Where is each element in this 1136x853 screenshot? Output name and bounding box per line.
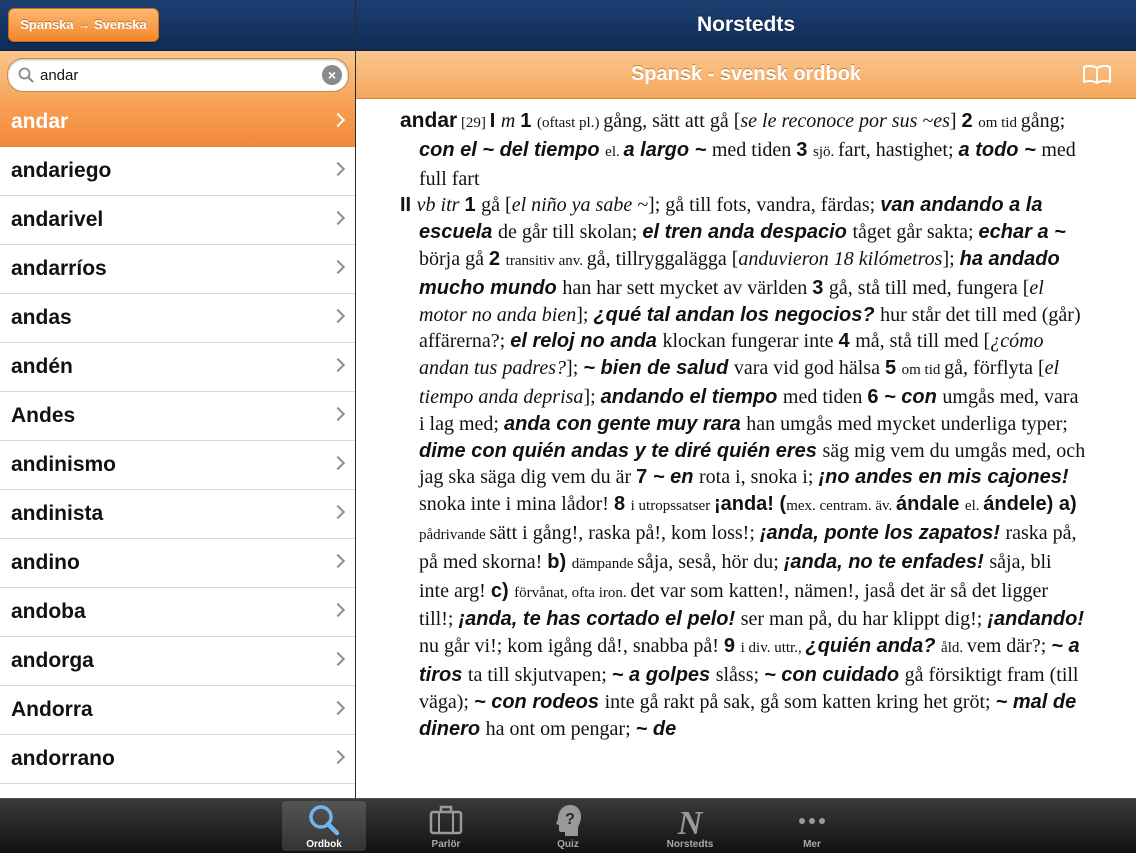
usage-label: mex. centram. äv.: [786, 498, 896, 515]
word-label: andino: [11, 551, 80, 574]
sense-marker: II: [400, 194, 417, 217]
sense-marker: 5: [884, 357, 902, 380]
usage-label: i div. uttr.,: [740, 640, 806, 657]
word-list-item[interactable]: [0, 539, 355, 588]
word-label: andén: [11, 355, 73, 378]
italic-text: el motor no anda bien: [419, 276, 1044, 326]
tab-label: Ordbok: [306, 839, 342, 850]
translation-text: ];: [942, 247, 960, 270]
translation-text: sätt i gång!, raska på!, kom loss!;: [489, 521, 760, 544]
example-phrase: ¿quién anda?: [805, 635, 942, 658]
tab-norstedts[interactable]: [648, 801, 732, 851]
sense-marker: 1: [464, 194, 482, 217]
word-list-item[interactable]: [0, 637, 355, 686]
example-phrase: ~ a golpes: [611, 663, 716, 686]
translation-text: ];: [566, 357, 584, 380]
translation-text: vem där?;: [966, 635, 1052, 658]
chevron-right-icon: [331, 652, 345, 666]
word-label: andorrano: [11, 747, 115, 770]
svg-text:?: ?: [565, 811, 575, 828]
word-label: Andes: [11, 404, 76, 427]
suitcase-icon: [428, 803, 464, 837]
usage-label: (oftast pl.): [536, 115, 604, 131]
open-book-icon[interactable]: [1082, 64, 1112, 84]
sense-marker: 1: [520, 110, 537, 132]
word-label: andorga: [11, 649, 94, 672]
word-list-item[interactable]: [0, 343, 355, 392]
chevron-right-icon: [331, 211, 345, 225]
translation-text: umgås med, vara i lag med;: [419, 385, 1079, 435]
word-list-item[interactable]: [0, 735, 355, 784]
translation-text: han umgås med mycket underliga typer;: [746, 412, 1068, 435]
headword: andar: [400, 109, 458, 132]
word-label: Andorra: [11, 698, 93, 721]
usage-label: dämpande: [571, 555, 638, 572]
italic-text: vb itr: [416, 194, 465, 217]
tab-quiz[interactable]: [526, 801, 610, 851]
translation-text: raska på, på med skorna!: [419, 521, 1077, 573]
word-label: andarríos: [11, 257, 107, 280]
italic-text: m: [500, 110, 521, 132]
usage-label: el.: [605, 143, 624, 160]
word-label: andinismo: [11, 453, 117, 476]
sense-marker: ándale: [896, 493, 965, 516]
clear-search-icon[interactable]: ×: [322, 65, 342, 85]
example-phrase: van andando a la escuela: [419, 194, 1043, 244]
usage-label: el.: [964, 498, 984, 515]
example-phrase: con el ~ del tiempo: [419, 138, 606, 161]
usage-label: pådrivande: [419, 526, 490, 543]
usage-label: sjö.: [812, 143, 838, 160]
tab-parlor[interactable]: [404, 801, 488, 851]
example-phrase: ~ a tiros: [419, 635, 1080, 686]
usage-label: i utropssatser: [630, 498, 714, 515]
usage-label: om tid: [901, 362, 945, 379]
word-list-item[interactable]: [0, 392, 355, 441]
tab-mer[interactable]: [770, 801, 854, 851]
translation-text: gå försiktigt fram (till väga);: [419, 663, 1079, 713]
sense-marker: ándele) a): [983, 493, 1077, 516]
translation-text: fart, hastighet;: [838, 138, 959, 161]
example-phrase: a largo ~: [623, 138, 712, 161]
left-navigation-bar: [0, 0, 355, 51]
search-input[interactable]: [40, 59, 320, 91]
translation-text: gå, förflyta [: [944, 357, 1045, 380]
top-navigation-bar: [356, 0, 1136, 51]
translation-text: såja, bli inte arg!: [419, 550, 1052, 602]
sense-marker: 3: [796, 138, 813, 161]
example-phrase: ¡anda, ponte los zapatos!: [759, 521, 1006, 544]
translation-text: må, stå till med [: [855, 330, 991, 353]
translation-text: gå, tillryggalägga [: [586, 247, 739, 270]
translation-text: börja gå: [419, 247, 489, 270]
chevron-right-icon: [331, 260, 345, 274]
sense-marker: 6: [867, 385, 885, 408]
tab-ordbok[interactable]: [282, 801, 366, 851]
word-list-item[interactable]: [0, 490, 355, 539]
usage-label: om tid: [978, 115, 1021, 131]
search-bar: [0, 51, 355, 98]
translation-text: gång;: [1020, 110, 1066, 132]
chevron-right-icon: [331, 603, 345, 617]
app-title: Norstedts: [696, 13, 796, 36]
word-list-item[interactable]: [0, 98, 355, 147]
italic-text: anduvieron 18 kilómetros: [738, 247, 943, 270]
sense-marker: I: [489, 110, 501, 132]
example-phrase: el tren anda despacio: [642, 221, 853, 244]
translation-text: klockan fungerar inte: [662, 330, 839, 353]
translation-text: säg mig vem du umgås med, och jag ska säga dig vem du är: [419, 439, 1086, 489]
example-phrase: ~ con: [884, 385, 943, 408]
tab-bar: [0, 798, 1136, 853]
translation-text: han har sett mycket av världen: [562, 276, 813, 299]
sense-marker: c): [490, 579, 515, 602]
tab-label: Mer: [803, 839, 821, 850]
chevron-right-icon: [331, 113, 345, 127]
example-phrase: ~ con rodeos: [473, 690, 605, 713]
chevron-right-icon: [331, 554, 345, 568]
sense-marker: 2: [961, 110, 979, 132]
search-icon: [306, 803, 342, 837]
example-phrase: ~ mal de dinero: [419, 690, 1077, 740]
tab-label: Norstedts: [666, 839, 714, 850]
translation-text: ta till skjutvapen;: [467, 663, 612, 686]
translation-text: rota i, snoka i;: [699, 466, 819, 489]
norstedts-n-icon: [672, 803, 708, 837]
search-icon: [18, 67, 34, 83]
translation-text: gå [: [481, 194, 512, 217]
more-dots-icon: [794, 803, 830, 837]
chevron-right-icon: [331, 750, 345, 764]
example-phrase: ¡anda, no te enfades!: [783, 550, 990, 573]
example-phrase: andando el tiempo: [600, 385, 783, 408]
word-label: andinista: [11, 502, 104, 525]
sense-marker: 7: [636, 466, 653, 489]
example-phrase: ha andado mucho mundo: [419, 247, 1060, 299]
word-label: andar: [11, 110, 69, 133]
sense-marker: 2: [488, 247, 506, 270]
search-field[interactable]: [7, 58, 349, 92]
translation-text: slåss;: [715, 663, 765, 686]
example-phrase: el reloj no anda: [510, 330, 663, 353]
translation-text: det var som katten!, nämen!, jaså det är så det ligger till!;: [419, 579, 1049, 631]
translation-text: gång, sätt att gå [: [603, 110, 741, 132]
example-phrase: ¡andando!: [987, 608, 1085, 631]
word-list-item[interactable]: [0, 588, 355, 637]
chevron-right-icon: [331, 309, 345, 323]
chevron-right-icon: [331, 358, 345, 372]
language-direction-button[interactable]: Spanska → Svenska: [8, 8, 159, 42]
translation-text: ]; gå till fots, vandra, färdas;: [648, 194, 881, 217]
tab-label: Quiz: [557, 839, 579, 850]
sense-marker: b): [547, 550, 572, 573]
translation-text: ];: [583, 385, 601, 408]
translation-text: inte gå rakt på sak, gå som katten kring het gröt;: [604, 690, 996, 713]
example-phrase: echar a ~: [978, 221, 1066, 244]
sense-marker: 8: [613, 493, 631, 516]
word-list-item[interactable]: [0, 441, 355, 490]
usage-label: förvånat, ofta iron.: [514, 584, 631, 601]
chevron-right-icon: [331, 701, 345, 715]
usage-label: [29]: [457, 115, 490, 131]
italic-text: el niño ya sabe ~: [511, 194, 649, 217]
italic-text: el tiempo anda deprisa: [419, 357, 1060, 408]
word-label: andoba: [11, 600, 86, 623]
example-phrase: anda con gente muy rara: [503, 412, 747, 435]
word-list-item[interactable]: [0, 196, 355, 245]
entry-sense-verb: [400, 192, 1086, 742]
dictionary-title: Spansk - svensk ordbok: [630, 63, 862, 85]
translation-text: ]: [949, 110, 962, 132]
chevron-right-icon: [331, 505, 345, 519]
dictionary-entry: [356, 99, 1136, 798]
translation-text: med full fart: [419, 138, 1076, 190]
sense-marker: 3: [812, 276, 829, 299]
example-phrase: a todo ~: [958, 138, 1042, 161]
example-phrase: ¿qué tal andan los negocios?: [593, 303, 881, 326]
word-label: andarivel: [11, 208, 104, 231]
italic-text: se le reconoce por sus ~es: [740, 110, 950, 132]
example-phrase: ~ en: [652, 466, 699, 489]
word-list-item[interactable]: [0, 245, 355, 294]
example-phrase: ¡no andes en mis cajones!: [818, 466, 1069, 489]
example-phrase: ¡anda, te has cortado el pelo!: [458, 608, 741, 631]
word-list-item[interactable]: [0, 686, 355, 735]
example-phrase: ~ bien de salud: [583, 357, 734, 380]
entry-sense-noun: [400, 108, 1086, 192]
translation-text: med tiden: [711, 138, 797, 161]
usage-label: åld.: [941, 640, 967, 657]
question-head-icon: [550, 803, 586, 837]
translation-text: ser man på, du har klippt dig!;: [740, 608, 988, 631]
translation-text: tåget går sakta;: [852, 221, 979, 244]
word-label: andas: [11, 306, 72, 329]
chevron-right-icon: [331, 456, 345, 470]
sense-marker: 9: [723, 635, 741, 658]
word-list-item[interactable]: [0, 147, 355, 196]
dictionary-header: [356, 51, 1136, 99]
sense-marker: ¡anda! (: [713, 493, 787, 516]
translation-text: vara vid god hälsa: [733, 357, 885, 380]
translation-text: såja, seså, hör du;: [637, 550, 784, 573]
example-phrase: ~ con cuidado: [764, 663, 905, 686]
translation-text: med tiden: [782, 385, 868, 408]
svg-text:N: N: [677, 805, 703, 837]
translation-text: ha ont om pengar;: [485, 717, 636, 740]
chevron-right-icon: [331, 162, 345, 176]
translation-text: hur står det till med (går) affärerna?;: [419, 303, 1081, 353]
example-phrase: ~ de: [635, 717, 677, 740]
usage-label: transitiv anv.: [505, 252, 587, 269]
word-label: andariego: [11, 159, 112, 182]
translation-text: ];: [576, 303, 594, 326]
word-list: [0, 98, 355, 798]
translation-text: de går till skolan;: [497, 221, 643, 244]
chevron-right-icon: [331, 407, 345, 421]
translation-text: snoka inte i mina lådor!: [419, 493, 614, 516]
example-phrase: dime con quién andas y te diré quién eres: [419, 439, 823, 462]
sense-marker: 4: [838, 330, 856, 353]
translation-text: gå, stå till med, fungera [: [828, 276, 1030, 299]
word-list-item[interactable]: [0, 294, 355, 343]
italic-text: ¿cómo andan tus padres?: [419, 330, 1044, 380]
translation-text: nu går vi!; kom igång då!, snabba på!: [419, 635, 724, 658]
tab-label: Parlör: [431, 839, 461, 850]
